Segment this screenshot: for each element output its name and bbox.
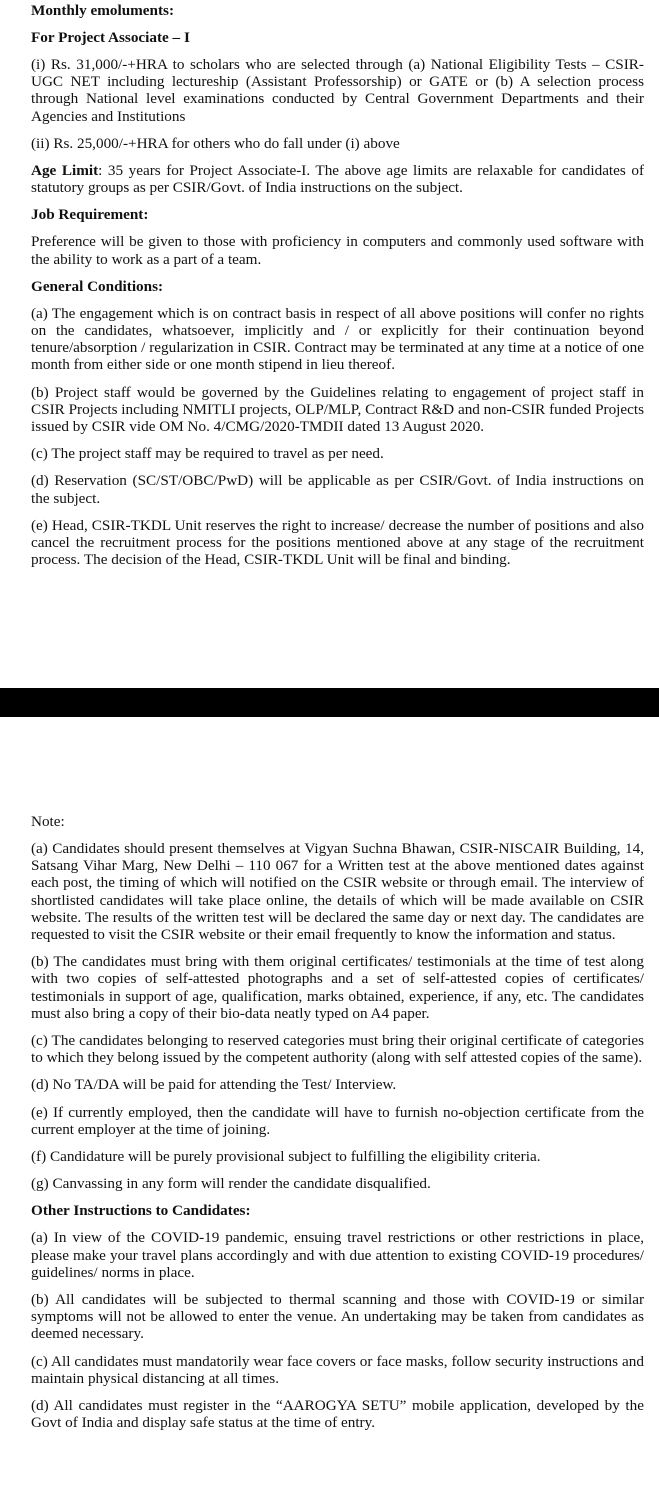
general-conditions-heading: General Conditions: xyxy=(31,277,164,295)
general-condition-item: (a) The engagement which is on contract basis in respect of all above positions will confer no rights on the candidates, whatsoever, implicitly and / or explicitly for their continuation beyond tenure/absorption / regularization in CSIR. Contract may be terminated at any time at a notice of one month from either side or one month stipend in lieu thereof. xyxy=(31,304,644,374)
instruction-item: (a) In view of the COVID-19 pandemic, ensuing travel restrictions or other restrictions in place, please make your travel plans accordingly and with due attention to existing COVID-19 procedures/ guidelines/ norms in place. xyxy=(31,1229,644,1281)
page-top-content xyxy=(0,0,659,568)
document-page-top xyxy=(0,0,659,688)
project-associate-heading: For Project Associate – I xyxy=(31,29,190,46)
note-item: (b) The candidates must bring with them original certificates/ testimonials at the time of test along with two copies of self-attested photographs and a set of self-attested copies of certificates/ testimonials in support of age, qualification, marks obtained, experience, if any, etc. The candidates must also bring a copy of their bio-data neatly typed on A4 paper. xyxy=(31,953,644,1022)
note-item: (f) Candidature will be purely provisional subject to fulfilling the eligibility criteria. xyxy=(31,1148,541,1166)
age-limit-text: : 35 years for Project Associate-I. The above age limits are relaxable for candidates of statutory groups as per CSIR/Govt. of India instructions on the subject. xyxy=(31,162,644,197)
job-requirement-heading: Job Requirement: xyxy=(31,206,149,224)
note-item: (a) Candidates should present themselves at Vigyan Suchna Bhawan, CSIR-NISCAIR Building, 14, Satsang Vihar Marg, New Delhi – 110 067 for a Written test at the above mentioned dates against each post, the timing of which will notified on the CSIR website or through email. The interview of shortlisted candidates will take place online, the details of which will be made available on CSIR website. The results of the written test will be declared the same day or next day. The candidates are requested to visit the CSIR website or their email frequently to know the information and status. xyxy=(31,840,644,944)
page-break-band xyxy=(0,688,659,717)
note-item: (e) If currently employed, then the candidate will have to furnish no-objection certificate from the current employer at the time of joining. xyxy=(31,1103,644,1138)
age-limit-paragraph xyxy=(31,162,644,196)
instruction-item: (d) All candidates must register in the “AAROGYA SETU” mobile application, developed by the Govt of India and display safe status at the time of entry. xyxy=(31,1397,644,1432)
general-condition-item: (d) Reservation (SC/ST/OBC/PwD) will be applicable as per CSIR/Govt. of India instructions on the subject. xyxy=(31,472,644,507)
instruction-item: (b) All candidates will be subjected to thermal scanning and those with COVID-19 or similar symptoms will not be allowed to enter the venue. An undertaking may be taken from candidates as deemed necessary. xyxy=(31,1291,644,1343)
general-condition-item: (b) Project staff would be governed by the Guidelines relating to engagement of project staff in CSIR Projects including NMITLI projects, OLP/MLP, Contract R&D and non-CSIR funded Projects issued by CSIR vide OM No. 4/CMG/2020-TMDII dated 13 August 2020. xyxy=(31,383,644,436)
general-condition-item: (c) The project staff may be required to travel as per need. xyxy=(31,445,384,463)
note-heading: Note: xyxy=(31,813,65,830)
job-requirement-text: Preference will be given to those with proficiency in computers and commonly used software with the ability to work as a part of a team. xyxy=(31,233,644,268)
document-page-bottom xyxy=(0,717,659,1505)
monthly-emoluments-heading: Monthly emoluments: xyxy=(31,2,175,19)
page-bottom-content xyxy=(0,717,659,1431)
note-item: (d) No TA/DA will be paid for attending the Test/ Interview. xyxy=(31,1076,397,1094)
emolument-item: (ii) Rs. 25,000/-+HRA for others who do fall under (i) above xyxy=(31,134,400,152)
general-condition-item: (e) Head, CSIR-TKDL Unit reserves the right to increase/ decrease the number of positions and also cancel the recruitment process for the positions mentioned above at any stage of the recruitment process. The decision of the Head, CSIR-TKDL Unit will be final and binding. xyxy=(31,516,644,569)
note-item: (c) The candidates belonging to reserved categories must bring their original certificate of categories to which they belong issued by the competent authority (along with self attested copies of the same). xyxy=(31,1032,644,1067)
age-limit-label: Age Limit xyxy=(31,162,99,180)
other-instructions-heading: Other Instructions to Candidates: xyxy=(31,1202,251,1220)
emolument-item: (i) Rs. 31,000/-+HRA to scholars who are selected through (a) National Eligibility Tests – CSIR-UGC NET including lectureship (Assistant Professorship) or GATE or (b) A selection process through National level examinations conducted by Central Government Departments and their Agencies and Institutions xyxy=(31,56,644,125)
note-item: (g) Canvassing in any form will render the candidate disqualified. xyxy=(31,1175,431,1193)
instruction-item: (c) All candidates must mandatorily wear face covers or face masks, follow security instructions and maintain physical distancing at all times. xyxy=(31,1352,644,1387)
